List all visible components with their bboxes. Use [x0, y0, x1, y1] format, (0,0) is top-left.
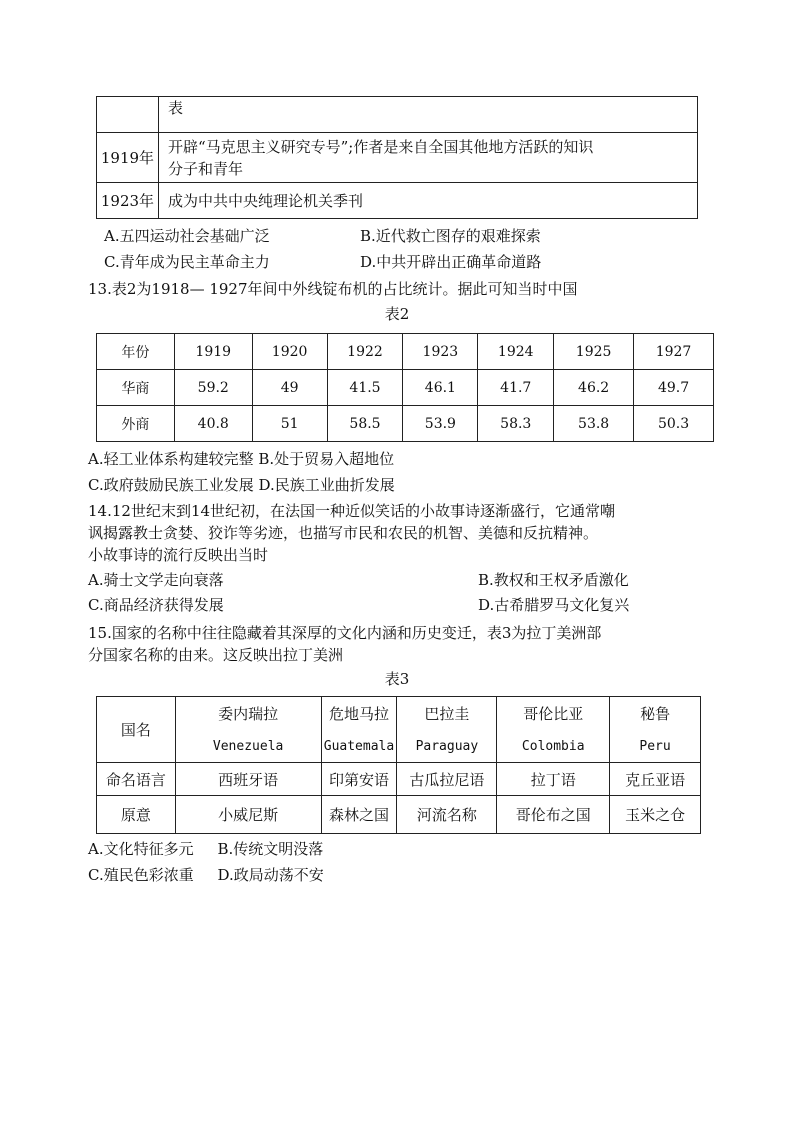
table-row: [97, 133, 698, 183]
q13-stem: 13.表2为1918— 1927年间中外线锭布机的占比统计。据此可知当时中国: [88, 280, 578, 298]
table-2-cell: 58.3: [478, 406, 554, 442]
q12-option-d: D.中共开辟出正确革命道路: [360, 253, 542, 271]
q14-stem-line-1: 14.12世纪末到14世纪初，在法国一种近似笑话的小故事诗逐渐盛行，它通常嘲: [88, 502, 616, 520]
table-2: [96, 333, 714, 442]
table-2-cell: 58.5: [327, 406, 403, 442]
q12-option-a: A.五四运动社会基础广泛: [104, 227, 270, 245]
table-3-cell: 克丘亚语: [610, 763, 701, 796]
table-row: [97, 334, 714, 370]
table-3: [96, 696, 701, 834]
table-3-cell: 小威尼斯: [175, 796, 321, 834]
table-2-cell: 51: [252, 406, 327, 442]
table-2-cell: 49.7: [634, 370, 714, 406]
country-name-en: Venezuela: [212, 738, 284, 754]
table-2-year: 1923: [403, 334, 478, 370]
table-3-cell: 西班牙语: [175, 763, 321, 796]
table-row: [97, 763, 701, 796]
table-3-cell: 哥伦布之国: [497, 796, 610, 834]
table-row: [97, 796, 701, 834]
table-2-year: 1927: [634, 334, 714, 370]
table-1-text-cell: 表: [158, 97, 697, 133]
q14-option-a: A.骑士文学走向衰落: [88, 571, 224, 589]
q15-options-line-2: C.殖民色彩浓重 D.政局动荡不安: [88, 866, 324, 884]
table-3-cell: 印第安语: [321, 763, 397, 796]
table-1-text-cell: 开辟“马克思主义研究专号”;作者是来自全国其他地方活跃的知识 分子和青年: [158, 133, 697, 183]
table-2-header-label: 年份: [97, 334, 175, 370]
table-2-row-label: 外商: [97, 406, 175, 442]
table-2-cell: 46.1: [403, 370, 478, 406]
table-2-cell: 50.3: [634, 406, 714, 442]
table-3-country-cell: [321, 697, 397, 763]
table-row: [97, 697, 701, 763]
table-2-year: 1919: [174, 334, 252, 370]
q14-option-c: C.商品经济获得发展: [88, 596, 224, 614]
table-3-cell: 河流名称: [397, 796, 497, 834]
table-2-cell: 40.8: [174, 406, 252, 442]
q15-stem-line-1: 15.国家的名称中往往隐藏着其深厚的文化内涵和历史变迁，表3为拉丁美洲部: [88, 624, 602, 642]
table-2-year: 1925: [554, 334, 634, 370]
country-name-cn: 秘鲁: [640, 704, 671, 723]
table-3-row-label: 原意: [97, 796, 176, 834]
table-2-cell: 46.2: [554, 370, 634, 406]
table-3-country-cell: [397, 697, 497, 763]
table-2-cell: 41.7: [478, 370, 554, 406]
table-2-year: 1920: [252, 334, 327, 370]
table-3-cell: 森林之国: [321, 796, 397, 834]
country-name-cn: 哥伦比亚: [523, 704, 584, 723]
table-3-cell: 古瓜拉尼语: [397, 763, 497, 796]
table-2-cell: 53.9: [403, 406, 478, 442]
country-name-en: Peru: [639, 738, 671, 754]
table-2-cell: 49: [252, 370, 327, 406]
table-1-text-cell: 成为中共中央纯理论机关季刊: [158, 183, 697, 219]
table-2-year: 1924: [478, 334, 554, 370]
table-row: [97, 183, 698, 219]
table-3-cell: 玉米之仓: [610, 796, 701, 834]
q15-stem-line-2: 分国家名称的由来。这反映出拉丁美洲: [88, 646, 344, 664]
country-name-en: Colombia: [521, 738, 585, 754]
q13-options-line-1: A.轻工业体系构建较完整 B.处于贸易入超地位: [88, 450, 395, 468]
q13-options-line-2: C.政府鼓励民族工业发展 D.民族工业曲折发展: [88, 476, 395, 494]
q15-options-line-1: A.文化特征多元 B.传统文明没落: [88, 840, 324, 858]
q14-stem-line-2: 讽揭露教士贪婪、狡诈等劣迹，也描写市民和农民的机智、美德和反抗精神。: [88, 524, 599, 542]
country-name-cn: 危地马拉: [328, 704, 389, 723]
table-2-row-label: 华商: [97, 370, 175, 406]
q12-option-c: C.青年成为民主革命主力: [104, 253, 270, 271]
q14-option-b: B.教权和王权矛盾激化: [478, 571, 629, 589]
table-1-year-cell: [97, 97, 159, 133]
table-3-country-cell: [497, 697, 610, 763]
table-3-country-cell: [175, 697, 321, 763]
table-3-row-label: 命名语言: [97, 763, 176, 796]
table-3-cell: 拉丁语: [497, 763, 610, 796]
q15-table-caption: 表3: [384, 670, 410, 688]
q12-option-b: B.近代救亡图存的艰难探索: [360, 227, 541, 245]
table-1-year-cell: 1919年: [97, 133, 159, 183]
table-row: [97, 406, 714, 442]
table-row: [97, 97, 698, 133]
q14-stem-line-3: 小故事诗的流行反映出当时: [88, 546, 269, 564]
country-name-cn: 巴拉圭: [424, 704, 470, 723]
table-2-cell: 53.8: [554, 406, 634, 442]
q14-option-d: D.古希腊罗马文化复兴: [478, 596, 630, 614]
country-name-en: Paraguay: [415, 738, 479, 754]
table-3-row-label: 国名: [97, 697, 176, 763]
country-name-en: Guatemala: [323, 738, 395, 754]
table-1: [96, 96, 698, 219]
country-name-cn: 委内瑞拉: [218, 704, 279, 723]
table-2-cell: 59.2: [174, 370, 252, 406]
table-3-country-cell: [610, 697, 701, 763]
table-row: [97, 370, 714, 406]
table-2-year: 1922: [327, 334, 403, 370]
table-1-year-cell: 1923年: [97, 183, 159, 219]
table-2-cell: 41.5: [327, 370, 403, 406]
q13-table-caption: 表2: [384, 305, 410, 323]
